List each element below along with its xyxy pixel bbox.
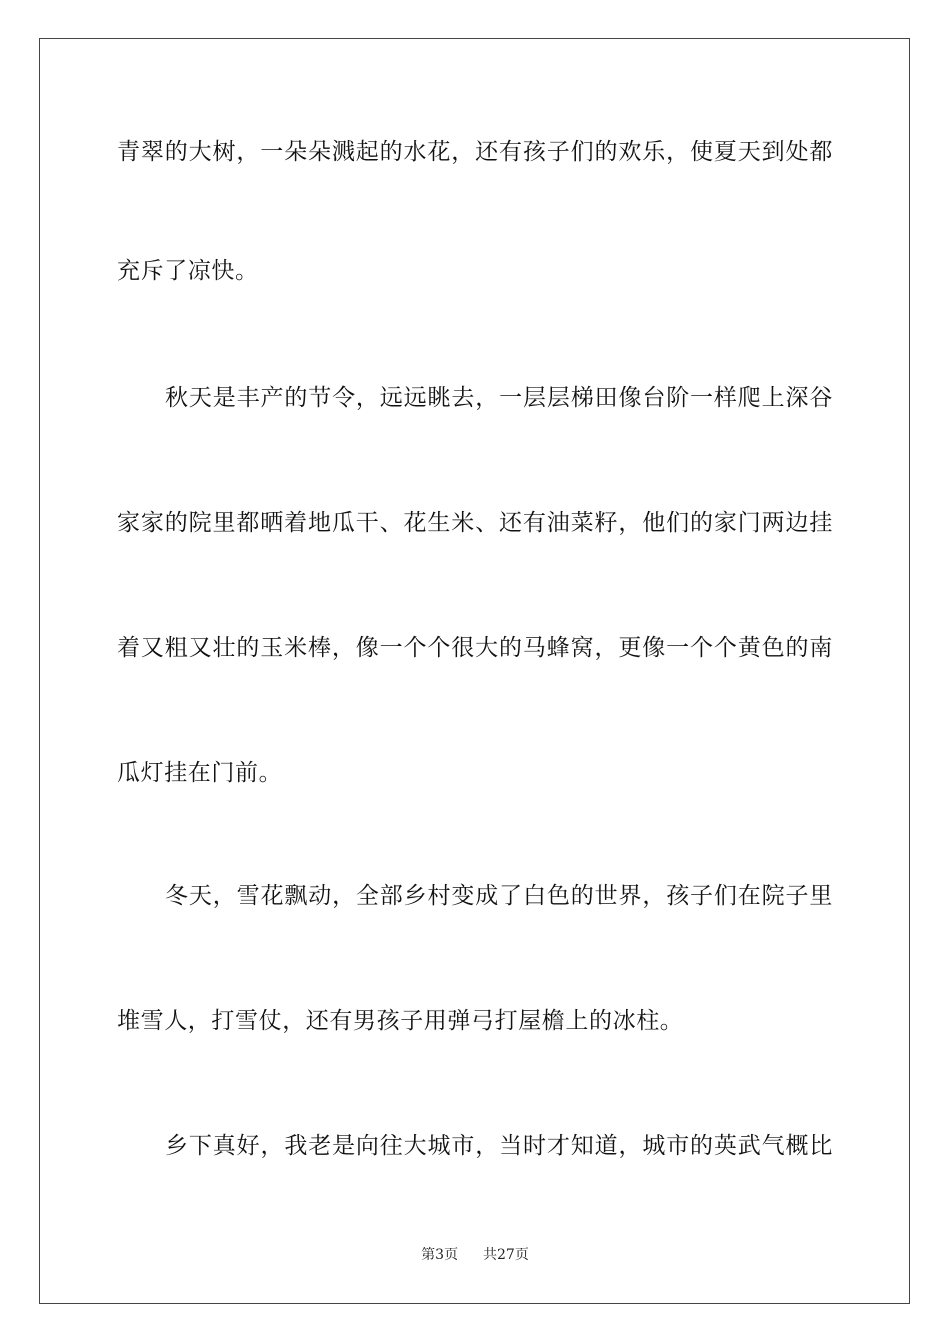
text-line: 冬天，雪花飘动，全部乡村变成了白色的世界，孩子们在院子里 [165,883,833,909]
text-line: 瓜灯挂在门前。 [117,760,283,786]
text-line: 家家的院里都晒着地瓜干、花生米、还有油菜籽，他们的家门两边挂 [117,510,833,536]
text-line: 充斥了凉快。 [117,258,259,284]
text-line: 青翠的大树，一朵朵溅起的水花，还有孩子们的欢乐，使夏天到处都 [117,139,833,165]
page-border [39,38,910,1304]
current-page-label: 第3页 [421,1247,459,1263]
text-line: 秋天是丰产的节令，远远眺去，一层层梯田像台阶一样爬上深谷 [165,385,833,411]
text-line: 堆雪人，打雪仗，还有男孩子用弹弓打屋檐上的冰柱。 [117,1008,684,1034]
total-pages-label: 共27页 [483,1247,529,1263]
text-line: 乡下真好，我老是向往大城市，当时才知道，城市的英武气概比 [165,1133,833,1159]
page-footer [0,1245,950,1265]
text-line: 着又粗又壮的玉米棒，像一个个很大的马蜂窝，更像一个个黄色的南 [117,635,833,661]
